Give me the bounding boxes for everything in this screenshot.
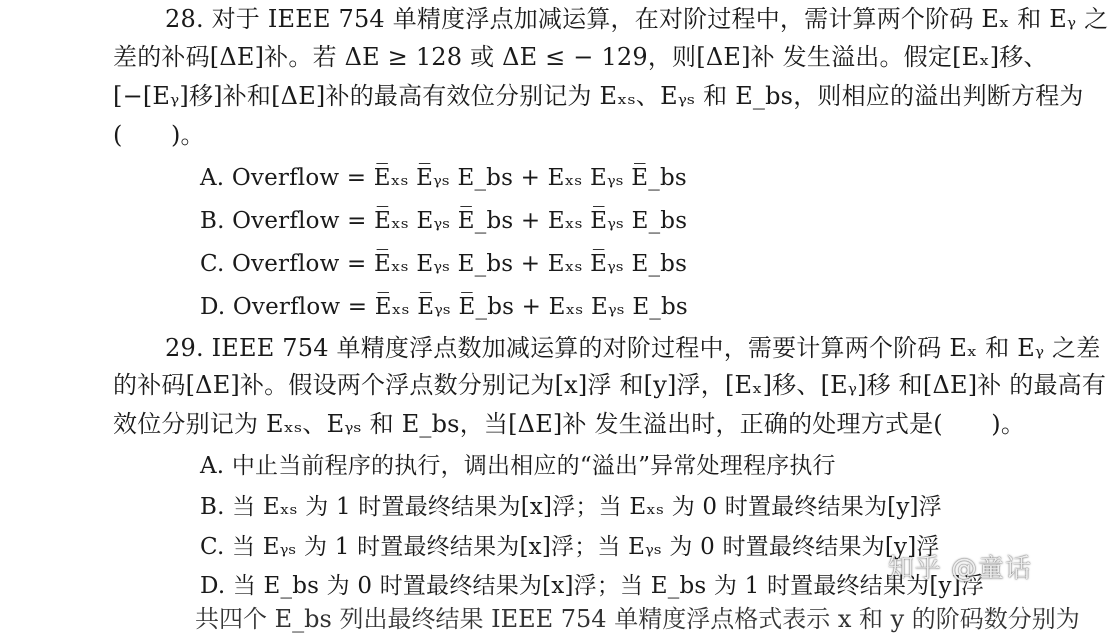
question-28-option-b: B. Overflow = E̅ₓₛ Eᵧₛ E̅_bs + Eₓₛ E̅ᵧₛ E_bs (200, 208, 688, 234)
question-28-option-d: D. Overflow = E̅ₓₛ E̅ᵧₛ E̅_bs + Eₓₛ Eᵧₛ E_bs (200, 294, 688, 320)
question-28-text-line-1: 28. 对于 IEEE 754 单精度浮点加减运算，在对阶过程中，需计算两个阶码 Eₓ 和 Eᵧ 之 (165, 5, 1108, 33)
cut-off-next-line-text: 共四个 E_bs 列出最终结果 IEEE 754 单精度浮点格式表示 x 和 y 的阶码数分别为 (195, 605, 1080, 633)
question-29-option-a: A. 中止当前程序的执行，调出相应的“溢出”异常处理程序执行 (200, 453, 836, 479)
question-28-text-line-2: 差的补码[ΔE]补。若 ΔE ≥ 128 或 ΔE ≤ − 129，则[ΔE]补 发生溢出。假定[Eₓ]移、 (113, 43, 1048, 71)
question-29-option-c: C. 当 Eᵧₛ 为 1 时置最终结果为[x]浮；当 Eᵧₛ 为 0 时置最终结果为[y]浮 (200, 534, 940, 560)
question-28-option-c: C. Overflow = E̅ₓₛ Eᵧₛ E_bs + Eₓₛ E̅ᵧₛ E_bs (200, 251, 688, 277)
zhihu-watermark: 知乎 @童话 (887, 554, 1032, 584)
question-28-option-a: A. Overflow = E̅ₓₛ E̅ᵧₛ E_bs + Eₓₛ Eᵧₛ E̅_bs (200, 165, 687, 191)
question-29-option-b: B. 当 Eₓₛ 为 1 时置最终结果为[x]浮；当 Eₓₛ 为 0 时置最终结果为[y]浮 (200, 494, 942, 520)
question-29-text-line-2: 的补码[ΔE]补。假设两个浮点数分别记为[x]浮 和[y]浮，[Eₓ]移、[Eᵧ]移 和[ΔE]补 的最高有 (113, 371, 1107, 399)
question-28-text-line-4: ( )。 (113, 121, 205, 149)
question-29-text-line-3: 效位分别记为 Eₓₛ、Eᵧₛ 和 E_bs，当[ΔE]补 发生溢出时，正确的处理方式是( )。 (113, 410, 1026, 438)
question-28-text-line-3: [−[Eᵧ]移]补和[ΔE]补的最高有效位分别记为 Eₓₛ、Eᵧₛ 和 E_bs，则相应的溢出判断方程为 (113, 82, 1084, 110)
cut-off-next-line (195, 605, 1080, 633)
question-29-option-d: D. 当 E_bs 为 0 时置最终结果为[x]浮；当 E_bs 为 1 时置最终结果为[y]浮 (200, 573, 985, 599)
question-29-text-line-1: 29. IEEE 754 单精度浮点数加减运算的对阶过程中，需要计算两个阶码 Eₓ 和 Eᵧ 之差 (165, 334, 1101, 362)
